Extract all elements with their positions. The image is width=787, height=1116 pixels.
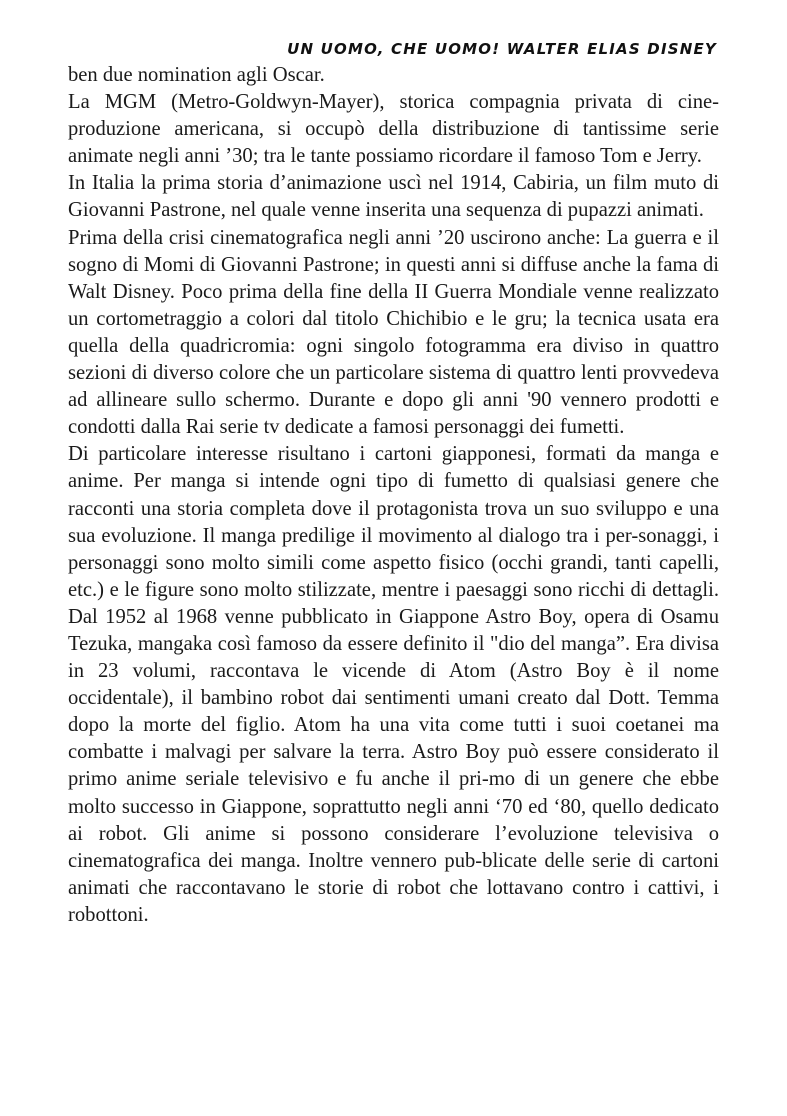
paragraph-cartoni-giapponesi: Di particolare interesse risultano i cartoni giapponesi, formati da manga e anime. Per manga si intende ogni tipo di fumetto di qualsiasi genere che racconti una storia completa dove il protagonista trova un suo sviluppo e una sua evoluzione. Il manga predilige il movimento al dialogo tra i per-sonaggi, i personaggi sono molto simili come aspetto fisico (occhi grandi, tanti capelli, etc.) e le figure sono molto stilizzate, mentre i paesaggi sono ricchi di dettagli. Dal 1952 al 1968 venne pubblicato in Giappone Astro Boy, opera di Osamu Tezuka, mangaka così famoso da essere definito il "dio del manga”. Era divisa in 23 volumi, raccontava le vicende di Atom (Astro Boy è il nome occidentale), il bambino robot dai sentimenti umani creato dal Dott. Temma dopo la morte del figlio. Atom ha una vita come tutti i suoi coetanei ma combatte i malvagi per salvare la terra. Astro Boy può essere considerato il primo anime seriale televisivo e fu anche il pri-mo di un genere che ebbe molto successo in Giappone, soprattutto negli anni ‘70 ed ‘80, quello dedicato ai robot. Gli anime si possono considerare l’evoluzione televisiva o cinematografica dei manga. Inoltre vennero pub-blicate delle serie di cartoni animati che raccontavano le storie di robot che lottavano contro i cattivi, i robottoni. bbox=[68, 443, 719, 926]
paragraph-italia-cabiria: In Italia la prima storia d’animazione uscì nel 1914, Cabiria, un film muto di Giovanni Pastrone, nel quale venne inserita una sequenza di pupazzi animati. bbox=[68, 172, 719, 222]
body-text bbox=[68, 62, 719, 929]
running-header: UN UOMO, CHE UOMO! WALTER ELIAS DISNEY bbox=[287, 40, 717, 58]
paragraph-crisi-cinematografica: Prima della crisi cinematografica negli anni ’20 uscirono anche: La guerra e il sogno di Momi di Giovanni Pastrone; in questi anni si diffuse anche la fama di Walt Disney. Poco prima della fine della II Guerra Mondiale venne realizzato un cortometraggio a colori dal titolo Chichibio e le gru; la tecnica usata era quella della quadricromia: ogni singolo fotogramma era diviso in quattro sezioni di diverso colore che un particolare sistema di quattro lenti provvedeva ad allineare sullo schermo. Durante e dopo gli anni '90 vennero prodotti e condotti dalla Rai serie tv dedicate a famosi personaggi dei fumetti. bbox=[68, 226, 719, 439]
paragraph-mgm: La MGM (Metro-Goldwyn-Mayer), storica compagnia privata di cine-produzione americana, si occupò della distribuzione di tantissime serie animate negli anni ’30; tra le tante possiamo ricordare il famoso Tom e Jerry. bbox=[68, 91, 719, 168]
paragraph-oscar-continuation: ben due nomination agli Oscar. bbox=[68, 64, 325, 86]
